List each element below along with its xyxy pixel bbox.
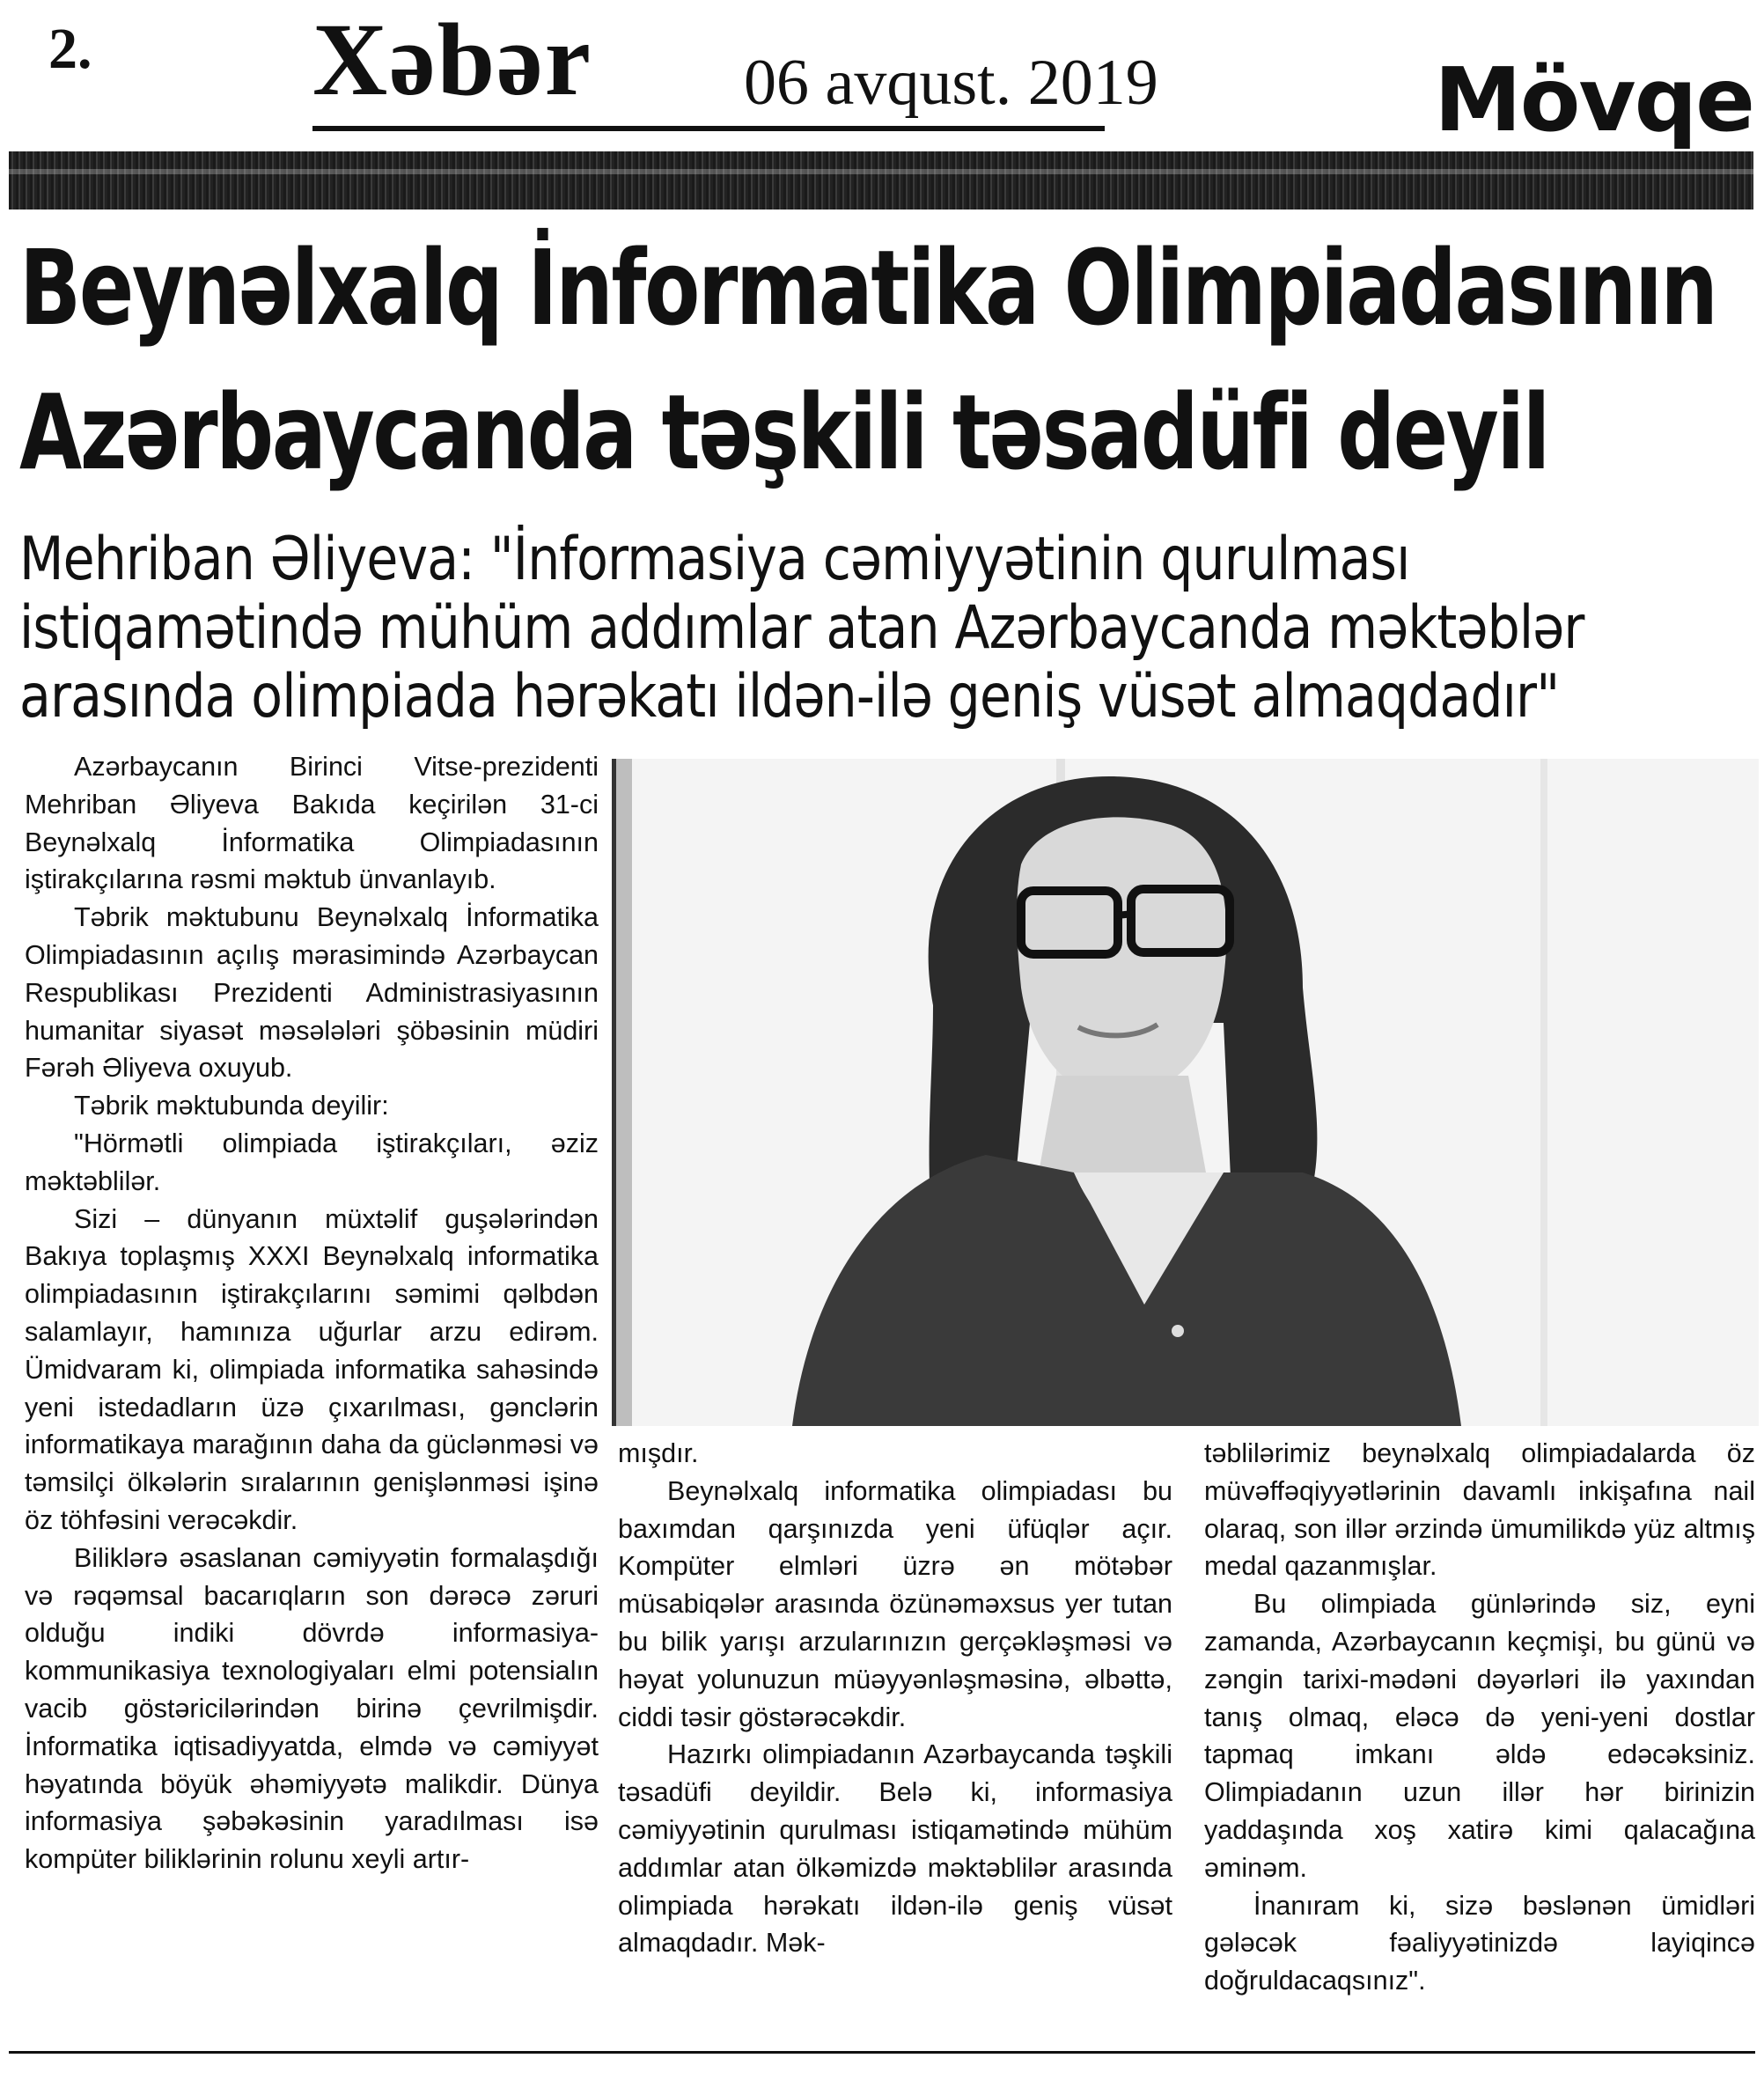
subheading-line-2: istiqamətində mühüm addımlar atan Azərbaycanda məktəblər — [19, 593, 1584, 663]
paragraph: mışdır. — [618, 1438, 699, 1468]
portrait-illustration — [616, 759, 1759, 1426]
paragraph: Azərbaycanın Birinci Vitse-prezidenti Mehriban Əliyeva Bakıda keçirilən 31-ci Beynəlxalq İnformatika Olimpiadasının iştirakçılarına rəsmi məktub ünvanlayıb. — [25, 752, 599, 895]
article-column-1 — [25, 748, 599, 1878]
article-column-3 — [1204, 1435, 1755, 2000]
paragraph: Hazırkı olimpiadanın Azərbaycanda təşkili təsadüfi deyildir. Belə ki, informasiya cəmiyyətinin qurulması istiqamətində mühüm addımlar atan ölkəmizdə məktəblilər arasında olimpiada hərəkatı ildən-ilə geniş vüsət almaqdadır. Mək- — [618, 1739, 1172, 1959]
headline-line-2: Azərbaycanda təşkili təsadüfi deyil — [19, 371, 1548, 493]
header-band — [9, 151, 1753, 210]
page-number: 2. — [48, 17, 92, 81]
subheading-line-1: Mehriban Əliyeva: "İnformasiya cəmiyyətinin qurulması — [19, 525, 1410, 594]
section-title: Xəbər — [312, 2, 592, 117]
issue-date: 06 avqust. 2019 — [744, 47, 1158, 119]
article-column-2 — [618, 1435, 1172, 1962]
paragraph: İnanıram ki, sizə bəslənən ümidləri gələcək fəaliyyətinizdə layiqincə doğruldacaqsınız". — [1204, 1890, 1755, 1996]
paragraph: təblilərimiz beynəlxalq olimpiadalarda öz müvəffəqiyyətlərinin davamlı inkişafına nail olaraq, son illər ərzində ümumilikdə yüz altmış medal qazanmışlar. — [1204, 1438, 1755, 1582]
paragraph: Sizi – dünyanın müxtəlif guşələrindən Bakıya toplaşmış XXXI Beynəlxalq informatika olimpiadasının iştirakçılarını səmimi qəlbdən salamlayır, hamınıza uğurlar arzu edirəm. Ümidvaram ki, olimpiada informatika sahəsində yeni istedadların üzə çıxarılması, gənclərin informatikaya marağının daha da güclənməsi və təmsilçi ölkələrin sıralarının genişlənməsi işinə öz töhfəsini verəcəkdir. — [25, 1203, 599, 1535]
paragraph: Beynəlxalq informatika olimpiadası bu baxımdan qarşınızda yeni üfüqlər açır. Kompüter elmləri üzrə ən mötəbər müsabiqələr arasında özünəməxsus yer tutan bu bilik yarışı arzularınızın gerçəkləşməsi və həyat yolunuzun müəyyənləşməsinə, əlbəttə, ciddi təsir göstərəcəkdir. — [618, 1475, 1172, 1732]
article-photo — [612, 759, 1759, 1426]
paragraph: Təbrik məktubunu Beynəlxalq İnformatika Olimpiadasının açılış mərasimində Azərbaycan Respublikası Prezidenti Administrasiyasının humanitar siyasət məsələləri şöbəsinin müdiri Fərəh Əliyeva oxuyub. — [25, 902, 599, 1084]
headline-line-1: Beynəlxalq İnformatika Olimpiadasının — [19, 227, 1716, 349]
paragraph: "Hörmətli olimpiada iştirakçıları, əziz məktəblilər. — [25, 1128, 599, 1196]
header-rule — [312, 126, 1105, 131]
paragraph: Biliklərə əsaslanan cəmiyyətin formalaşdığı və rəqəmsal bacarıqların son dərəcə zəruri olduğu indiki dövrdə informasiya-kommunikasiya texnologiyaları elmi potensialın vacib göstəricilərindən birinə çevrilmişdir. İnformatika iqtisadiyyatda, elmdə və cəmiyyət həyatında böyük əhəmiyyətə malikdir. Dünya informasiya şəbəkəsinin yaradılması isə kompüter biliklərinin rolunu xeyli artır- — [25, 1542, 599, 1875]
newspaper-logo: Mövqe — [1434, 48, 1753, 151]
paragraph: Təbrik məktubunda deyilir: — [74, 1091, 389, 1121]
paragraph: Bu olimpiada günlərində siz, eyni zamanda, Azərbaycanın keçmişi, bu günü və zəngin tarixi-mədəni dəyərləri ilə yaxından tanış olmaq, eləcə də yeni-yeni dostlar tapmaq imkanı əldə edəcəksiniz. Olimpiadanın uzun illər hər birinizin yaddaşında xoş xatirə kimi qalacağına əminəm. — [1204, 1589, 1755, 1883]
bottom-rule — [9, 2051, 1755, 2054]
subheading-line-3: arasında olimpiada hərəkatı ildən-ilə geniş vüsət almaqdadır" — [19, 662, 1560, 731]
